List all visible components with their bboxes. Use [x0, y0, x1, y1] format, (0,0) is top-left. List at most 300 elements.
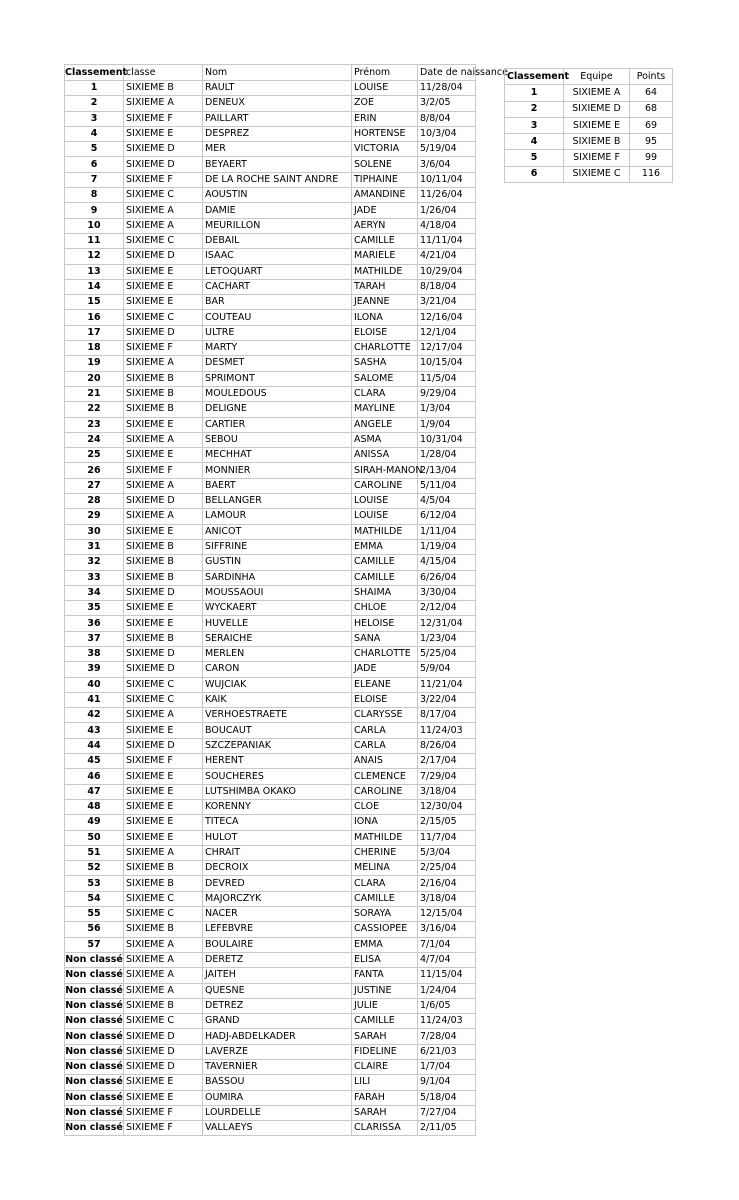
- table-row: [65, 1029, 476, 1044]
- cell-prenom: CLARYSSE: [352, 708, 418, 723]
- cell-prenom: JADE: [352, 203, 418, 218]
- cell-classement: 10: [65, 218, 124, 233]
- cell-prenom: CHARLOTTE: [352, 341, 418, 356]
- cell-nom: MECHHAT: [203, 448, 352, 463]
- cell-classe: SIXIEME B: [124, 555, 203, 570]
- table-row: [65, 1060, 476, 1075]
- cell-date-naissance: 3/6/04: [418, 157, 476, 172]
- cell-prenom: LOUISE: [352, 494, 418, 509]
- cell-prenom: CASSIOPEE: [352, 922, 418, 937]
- cell-classe: SIXIEME C: [124, 891, 203, 906]
- cell-date-naissance: 12/16/04: [418, 310, 476, 325]
- cell-classement: Non classé: [65, 1075, 124, 1090]
- cell-nom: HUVELLE: [203, 616, 352, 631]
- cell-classe: SIXIEME A: [124, 952, 203, 967]
- cell-nom: LUTSHIMBA OKAKO: [203, 784, 352, 799]
- cell-date-naissance: 3/18/04: [418, 784, 476, 799]
- cell-date-naissance: 9/29/04: [418, 386, 476, 401]
- cell-classe: SIXIEME E: [124, 279, 203, 294]
- table-row: [65, 356, 476, 371]
- cell-classe: SIXIEME A: [124, 356, 203, 371]
- cell-prenom: MATHILDE: [352, 830, 418, 845]
- cell-prenom: CLARA: [352, 876, 418, 891]
- team-row: [505, 150, 673, 166]
- cell-prenom: CLAIRE: [352, 1060, 418, 1075]
- cell-classement: 6: [65, 157, 124, 172]
- cell-classement: 2: [65, 96, 124, 111]
- cell-classement: 20: [65, 371, 124, 386]
- table-row: [65, 998, 476, 1013]
- cell-date-naissance: 10/11/04: [418, 172, 476, 187]
- cell-date-naissance: 10/29/04: [418, 264, 476, 279]
- cell-nom: AOUSTIN: [203, 188, 352, 203]
- cell-classement: 19: [65, 356, 124, 371]
- cell-classe: SIXIEME B: [124, 876, 203, 891]
- table-row: [65, 264, 476, 279]
- cell-classe: SIXIEME A: [124, 968, 203, 983]
- table-row: [65, 692, 476, 707]
- team-cell-classement: 2: [505, 101, 564, 117]
- cell-nom: BAR: [203, 295, 352, 310]
- table-row: [65, 81, 476, 96]
- cell-prenom: SORAYA: [352, 907, 418, 922]
- cell-nom: DE LA ROCHE SAINT ANDRE: [203, 172, 352, 187]
- cell-prenom: TARAH: [352, 279, 418, 294]
- cell-date-naissance: 1/26/04: [418, 203, 476, 218]
- cell-classement: 57: [65, 937, 124, 952]
- table-row: [65, 310, 476, 325]
- cell-date-naissance: 8/8/04: [418, 111, 476, 126]
- cell-prenom: JUSTINE: [352, 983, 418, 998]
- cell-classement: 3: [65, 111, 124, 126]
- cell-prenom: AMANDINE: [352, 188, 418, 203]
- cell-classement: Non classé: [65, 998, 124, 1013]
- cell-date-naissance: 7/29/04: [418, 769, 476, 784]
- cell-classe: SIXIEME D: [124, 738, 203, 753]
- cell-classe: SIXIEME D: [124, 494, 203, 509]
- cell-prenom: CAROLINE: [352, 478, 418, 493]
- cell-classe: SIXIEME E: [124, 264, 203, 279]
- cell-prenom: CAMILLE: [352, 555, 418, 570]
- table-row: [65, 876, 476, 891]
- cell-classe: SIXIEME C: [124, 233, 203, 248]
- cell-classe: SIXIEME B: [124, 81, 203, 96]
- cell-prenom: ELOISE: [352, 692, 418, 707]
- table-row: [65, 968, 476, 983]
- cell-nom: JAITEH: [203, 968, 352, 983]
- cell-classe: SIXIEME F: [124, 463, 203, 478]
- cell-classement: Non classé: [65, 1060, 124, 1075]
- table-row: [65, 386, 476, 401]
- cell-prenom: SHAIMA: [352, 585, 418, 600]
- cell-prenom: FANTA: [352, 968, 418, 983]
- cell-nom: SZCZEPANIAK: [203, 738, 352, 753]
- cell-classement: 54: [65, 891, 124, 906]
- cell-classe: SIXIEME C: [124, 188, 203, 203]
- cell-prenom: CLARISSA: [352, 1121, 418, 1136]
- cell-prenom: CAROLINE: [352, 784, 418, 799]
- cell-date-naissance: 3/21/04: [418, 295, 476, 310]
- team-header-points: Points: [630, 69, 673, 85]
- cell-nom: SOUCHERES: [203, 769, 352, 784]
- cell-prenom: MARIELE: [352, 249, 418, 264]
- cell-date-naissance: 3/18/04: [418, 891, 476, 906]
- cell-classement: 53: [65, 876, 124, 891]
- table-row: [65, 891, 476, 906]
- cell-nom: DECROIX: [203, 861, 352, 876]
- team-row: [505, 117, 673, 133]
- table-row: [65, 463, 476, 478]
- cell-classement: 27: [65, 478, 124, 493]
- cell-classe: SIXIEME E: [124, 295, 203, 310]
- cell-prenom: AERYN: [352, 218, 418, 233]
- cell-prenom: CHLOE: [352, 601, 418, 616]
- header-date-naissance: Date de naissance: [418, 65, 476, 81]
- cell-date-naissance: 9/1/04: [418, 1075, 476, 1090]
- cell-nom: HULOT: [203, 830, 352, 845]
- cell-classe: SIXIEME D: [124, 325, 203, 340]
- team-header-row: [505, 69, 673, 85]
- table-row: [65, 417, 476, 432]
- table-row: [65, 1105, 476, 1120]
- table-row: [65, 233, 476, 248]
- table-row: [65, 295, 476, 310]
- cell-classe: SIXIEME E: [124, 601, 203, 616]
- rankings-table: [64, 64, 508, 1136]
- cell-classement: 47: [65, 784, 124, 799]
- cell-classement: Non classé: [65, 1090, 124, 1105]
- header-classe: classe: [124, 65, 203, 81]
- cell-classement: 14: [65, 279, 124, 294]
- cell-classe: SIXIEME B: [124, 371, 203, 386]
- team-cell-points: 95: [630, 134, 673, 150]
- cell-nom: DEBAIL: [203, 233, 352, 248]
- cell-classe: SIXIEME A: [124, 845, 203, 860]
- cell-nom: CARTIER: [203, 417, 352, 432]
- cell-date-naissance: 4/15/04: [418, 555, 476, 570]
- cell-date-naissance: 8/17/04: [418, 708, 476, 723]
- team-cell-points: 99: [630, 150, 673, 166]
- cell-date-naissance: 1/3/04: [418, 402, 476, 417]
- cell-prenom: HORTENSE: [352, 126, 418, 141]
- cell-date-naissance: 1/11/04: [418, 524, 476, 539]
- table-row: [65, 96, 476, 111]
- cell-date-naissance: 1/28/04: [418, 448, 476, 463]
- cell-nom: VERHOESTRAETE: [203, 708, 352, 723]
- cell-classe: SIXIEME D: [124, 1044, 203, 1059]
- cell-classe: SIXIEME D: [124, 142, 203, 157]
- cell-classe: SIXIEME C: [124, 677, 203, 692]
- cell-nom: BELLANGER: [203, 494, 352, 509]
- cell-prenom: SARAH: [352, 1105, 418, 1120]
- cell-nom: RAULT: [203, 81, 352, 96]
- cell-classe: SIXIEME A: [124, 432, 203, 447]
- cell-nom: MAJORCZYK: [203, 891, 352, 906]
- cell-classe: SIXIEME D: [124, 585, 203, 600]
- cell-classe: SIXIEME F: [124, 341, 203, 356]
- cell-date-naissance: 2/25/04: [418, 861, 476, 876]
- cell-nom: GRAND: [203, 1014, 352, 1029]
- cell-nom: MARTY: [203, 341, 352, 356]
- cell-classe: SIXIEME A: [124, 509, 203, 524]
- cell-classement: 56: [65, 922, 124, 937]
- cell-classement: 5: [65, 142, 124, 157]
- team-cell-points: 68: [630, 101, 673, 117]
- cell-nom: LETOQUART: [203, 264, 352, 279]
- cell-classement: 31: [65, 539, 124, 554]
- cell-nom: DERETZ: [203, 952, 352, 967]
- cell-nom: DESMET: [203, 356, 352, 371]
- cell-date-naissance: 11/11/04: [418, 233, 476, 248]
- cell-date-naissance: 6/21/03: [418, 1044, 476, 1059]
- cell-prenom: ERIN: [352, 111, 418, 126]
- cell-nom: LAMOUR: [203, 509, 352, 524]
- cell-nom: MER: [203, 142, 352, 157]
- cell-classement: 18: [65, 341, 124, 356]
- table-row: [65, 845, 476, 860]
- cell-classement: 33: [65, 570, 124, 585]
- cell-classe: SIXIEME F: [124, 1121, 203, 1136]
- team-cell-equipe: SIXIEME F: [564, 150, 630, 166]
- cell-date-naissance: 2/12/04: [418, 601, 476, 616]
- cell-prenom: CARLA: [352, 738, 418, 753]
- cell-nom: WUJCIAK: [203, 677, 352, 692]
- cell-nom: DAMIE: [203, 203, 352, 218]
- cell-date-naissance: 4/21/04: [418, 249, 476, 264]
- cell-classement: 11: [65, 233, 124, 248]
- cell-prenom: ELISA: [352, 952, 418, 967]
- cell-prenom: SOLENE: [352, 157, 418, 172]
- cell-date-naissance: 4/7/04: [418, 952, 476, 967]
- table-row: [65, 126, 476, 141]
- cell-nom: CARON: [203, 662, 352, 677]
- table-row: [65, 907, 476, 922]
- table-row: [65, 432, 476, 447]
- cell-date-naissance: 10/31/04: [418, 432, 476, 447]
- header-classement: Classement: [65, 65, 124, 81]
- cell-nom: HERENT: [203, 754, 352, 769]
- table-row: [65, 1121, 476, 1136]
- team-header-equipe: Equipe: [564, 69, 630, 85]
- cell-nom: OUMIRA: [203, 1090, 352, 1105]
- cell-prenom: LOUISE: [352, 81, 418, 96]
- cell-prenom: MATHILDE: [352, 524, 418, 539]
- cell-classement: 28: [65, 494, 124, 509]
- table-row: [65, 249, 476, 264]
- cell-prenom: CAMILLE: [352, 570, 418, 585]
- table-row: [65, 601, 476, 616]
- cell-date-naissance: 1/6/05: [418, 998, 476, 1013]
- cell-prenom: CARLA: [352, 723, 418, 738]
- table-row: [65, 371, 476, 386]
- cell-date-naissance: 4/5/04: [418, 494, 476, 509]
- table-row: [65, 402, 476, 417]
- cell-nom: BOUCAUT: [203, 723, 352, 738]
- table-row: [65, 677, 476, 692]
- cell-date-naissance: 12/31/04: [418, 616, 476, 631]
- table-row: [65, 111, 476, 126]
- team-cell-points: 69: [630, 117, 673, 133]
- cell-classement: 36: [65, 616, 124, 631]
- cell-date-naissance: 3/30/04: [418, 585, 476, 600]
- cell-classe: SIXIEME B: [124, 922, 203, 937]
- cell-prenom: JEANNE: [352, 295, 418, 310]
- cell-date-naissance: 2/13/04: [418, 463, 476, 478]
- cell-classe: SIXIEME C: [124, 310, 203, 325]
- cell-classement: 7: [65, 172, 124, 187]
- cell-classement: 51: [65, 845, 124, 860]
- cell-prenom: IONA: [352, 815, 418, 830]
- table-row: [65, 861, 476, 876]
- team-cell-points: 64: [630, 85, 673, 101]
- team-header-classement: Classement: [505, 69, 564, 85]
- table-row: [65, 646, 476, 661]
- cell-prenom: HELOISE: [352, 616, 418, 631]
- cell-prenom: SASHA: [352, 356, 418, 371]
- cell-date-naissance: 3/16/04: [418, 922, 476, 937]
- cell-prenom: CLARA: [352, 386, 418, 401]
- cell-prenom: LOUISE: [352, 509, 418, 524]
- cell-prenom: VICTORIA: [352, 142, 418, 157]
- cell-classe: SIXIEME F: [124, 754, 203, 769]
- cell-classement: 26: [65, 463, 124, 478]
- header-prenom: Prénom: [352, 65, 418, 81]
- table-row: [65, 524, 476, 539]
- cell-classement: Non classé: [65, 1121, 124, 1136]
- cell-classe: SIXIEME D: [124, 646, 203, 661]
- cell-classe: SIXIEME D: [124, 662, 203, 677]
- cell-date-naissance: 10/15/04: [418, 356, 476, 371]
- cell-classement: 8: [65, 188, 124, 203]
- cell-classement: 50: [65, 830, 124, 845]
- team-cell-equipe: SIXIEME C: [564, 166, 630, 182]
- cell-prenom: CLOE: [352, 799, 418, 814]
- team-cell-classement: 5: [505, 150, 564, 166]
- cell-nom: SARDINHA: [203, 570, 352, 585]
- table-row: [65, 188, 476, 203]
- cell-classe: SIXIEME A: [124, 708, 203, 723]
- team-cell-classement: 4: [505, 134, 564, 150]
- cell-classement: 46: [65, 769, 124, 784]
- cell-classe: SIXIEME E: [124, 448, 203, 463]
- cell-prenom: ANISSA: [352, 448, 418, 463]
- table-row: [65, 983, 476, 998]
- cell-date-naissance: 1/23/04: [418, 631, 476, 646]
- cell-nom: MOULEDOUS: [203, 386, 352, 401]
- cell-classe: SIXIEME B: [124, 998, 203, 1013]
- table-row: [65, 509, 476, 524]
- cell-classement: 4: [65, 126, 124, 141]
- cell-classe: SIXIEME E: [124, 126, 203, 141]
- cell-prenom: ELOISE: [352, 325, 418, 340]
- cell-classe: SIXIEME B: [124, 386, 203, 401]
- cell-classement: 42: [65, 708, 124, 723]
- cell-prenom: CLEMENCE: [352, 769, 418, 784]
- table-row: [65, 1044, 476, 1059]
- cell-nom: NACER: [203, 907, 352, 922]
- cell-nom: CHRAIT: [203, 845, 352, 860]
- cell-date-naissance: 5/25/04: [418, 646, 476, 661]
- cell-prenom: CAMILLE: [352, 891, 418, 906]
- cell-classement: Non classé: [65, 1044, 124, 1059]
- cell-nom: SEBOU: [203, 432, 352, 447]
- table-row: [65, 585, 476, 600]
- cell-prenom: SIRAH-MANON: [352, 463, 418, 478]
- table-row: [65, 784, 476, 799]
- table-row: [65, 1014, 476, 1029]
- cell-date-naissance: 11/24/03: [418, 1014, 476, 1029]
- cell-classe: SIXIEME C: [124, 1014, 203, 1029]
- cell-nom: DELIGNE: [203, 402, 352, 417]
- cell-classement: 38: [65, 646, 124, 661]
- cell-nom: LAVERZE: [203, 1044, 352, 1059]
- table-row: [65, 142, 476, 157]
- table-row: [65, 218, 476, 233]
- cell-classement: 12: [65, 249, 124, 264]
- cell-date-naissance: 5/9/04: [418, 662, 476, 677]
- cell-nom: TITECA: [203, 815, 352, 830]
- cell-date-naissance: 5/3/04: [418, 845, 476, 860]
- cell-nom: DETREZ: [203, 998, 352, 1013]
- cell-classe: SIXIEME B: [124, 570, 203, 585]
- table-row: [65, 1075, 476, 1090]
- cell-classe: SIXIEME A: [124, 218, 203, 233]
- team-cell-points: 116: [630, 166, 673, 182]
- cell-date-naissance: 6/26/04: [418, 570, 476, 585]
- team-cell-classement: 1: [505, 85, 564, 101]
- cell-nom: KORENNY: [203, 799, 352, 814]
- cell-date-naissance: 5/18/04: [418, 1090, 476, 1105]
- table-row: [65, 799, 476, 814]
- cell-nom: QUESNE: [203, 983, 352, 998]
- cell-classement: 22: [65, 402, 124, 417]
- cell-prenom: ELEANE: [352, 677, 418, 692]
- cell-prenom: SALOME: [352, 371, 418, 386]
- table-row: [65, 157, 476, 172]
- cell-classement: 55: [65, 907, 124, 922]
- cell-classement: Non classé: [65, 983, 124, 998]
- cell-nom: DESPREZ: [203, 126, 352, 141]
- cell-classe: SIXIEME D: [124, 1060, 203, 1075]
- cell-classe: SIXIEME B: [124, 402, 203, 417]
- rankings-header-row: [65, 65, 476, 81]
- cell-nom: LOURDELLE: [203, 1105, 352, 1120]
- cell-nom: PAILLART: [203, 111, 352, 126]
- table-row: [65, 570, 476, 585]
- cell-date-naissance: 2/11/05: [418, 1121, 476, 1136]
- table-row: [65, 723, 476, 738]
- cell-nom: SPRIMONT: [203, 371, 352, 386]
- cell-classement: Non classé: [65, 952, 124, 967]
- cell-nom: DEVRED: [203, 876, 352, 891]
- cell-nom: GUSTIN: [203, 555, 352, 570]
- team-cell-equipe: SIXIEME D: [564, 101, 630, 117]
- cell-classement: 24: [65, 432, 124, 447]
- cell-classement: 17: [65, 325, 124, 340]
- cell-classe: SIXIEME F: [124, 111, 203, 126]
- cell-classement: Non classé: [65, 968, 124, 983]
- cell-date-naissance: 12/30/04: [418, 799, 476, 814]
- cell-date-naissance: 4/18/04: [418, 218, 476, 233]
- cell-date-naissance: 2/17/04: [418, 754, 476, 769]
- cell-date-naissance: 11/7/04: [418, 830, 476, 845]
- cell-nom: MEURILLON: [203, 218, 352, 233]
- cell-prenom: MATHILDE: [352, 264, 418, 279]
- cell-nom: CACHART: [203, 279, 352, 294]
- cell-classement: 13: [65, 264, 124, 279]
- cell-nom: MERLEN: [203, 646, 352, 661]
- cell-classement: 32: [65, 555, 124, 570]
